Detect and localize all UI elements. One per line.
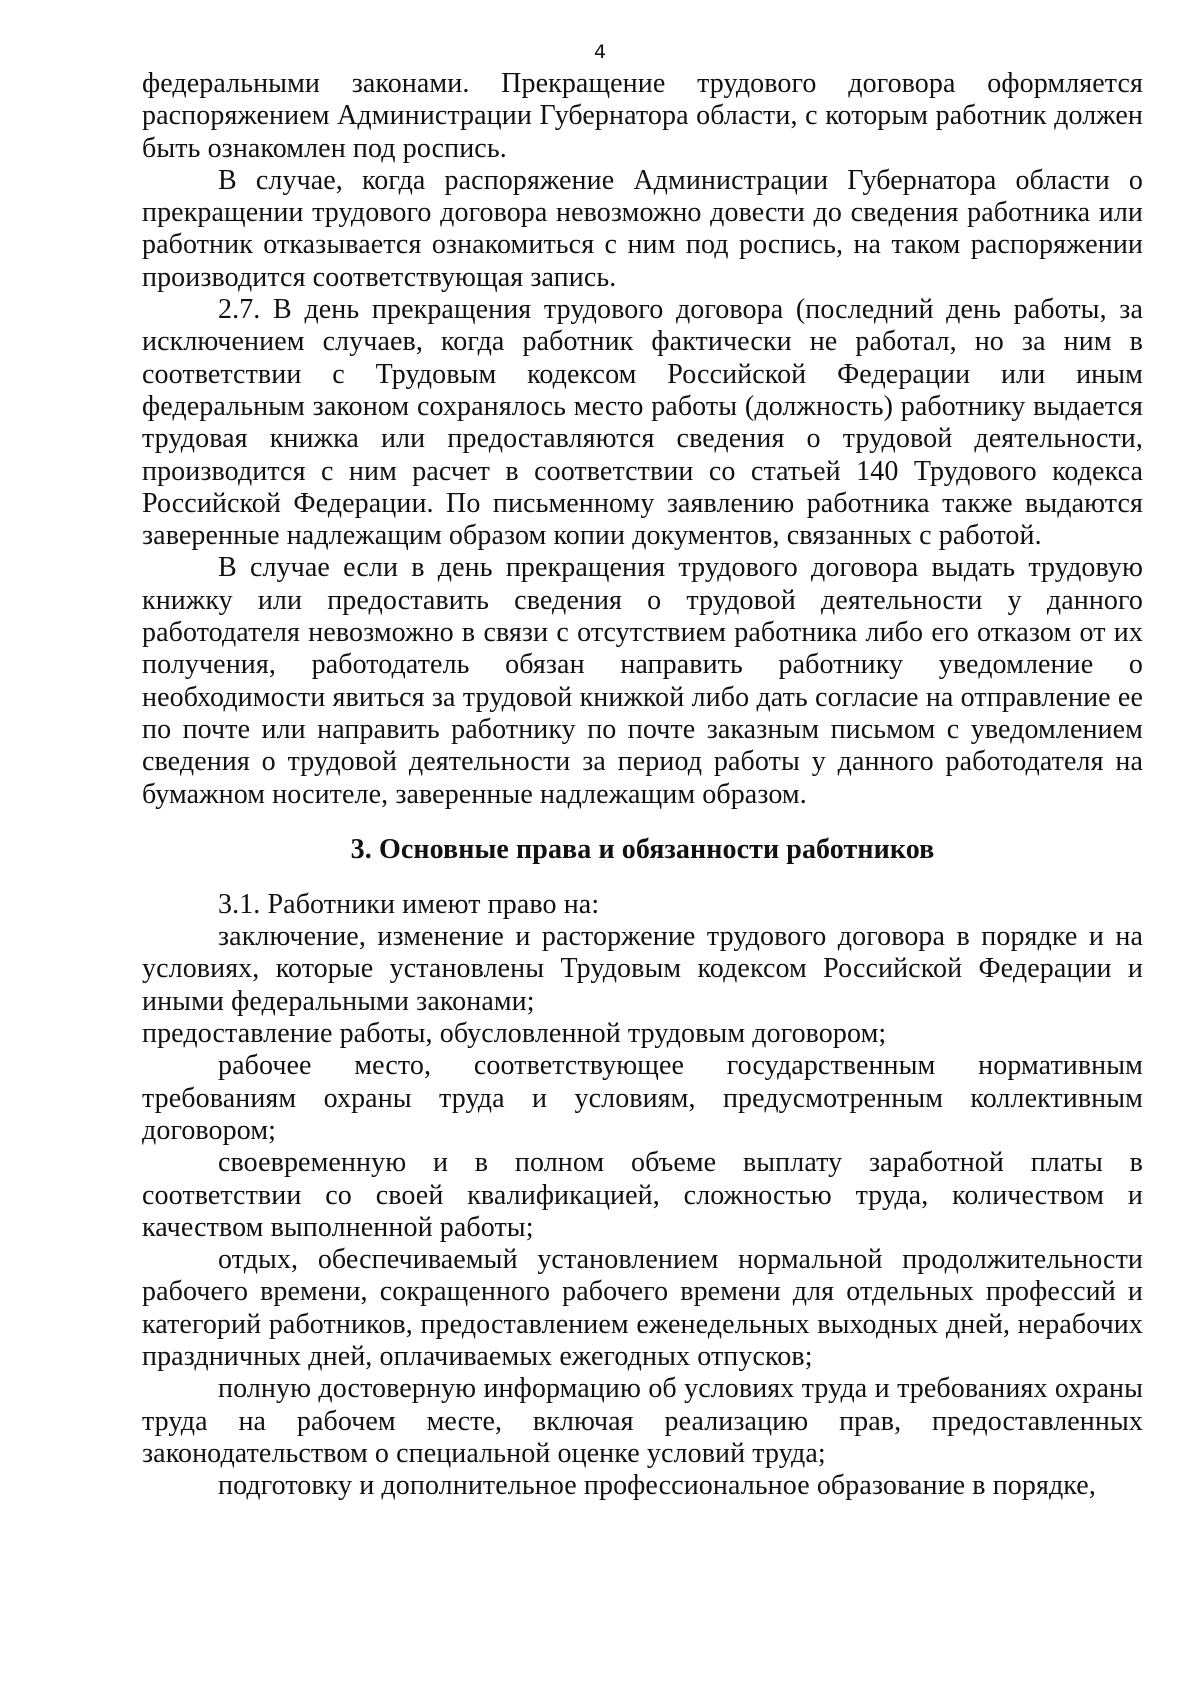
document-body: [142, 68, 1143, 1502]
right-item-workplace: рабочее место, соответствующее государственным нормативным требованиям охраны труда и условиям, предусмотренным коллективным договором;: [142, 1050, 1143, 1146]
right-item-contract: заключение, изменение и расторжение трудового договора в порядке и на условиях, которые установлены Трудовым кодексом Российской Федерации и иными федеральными законами;: [142, 921, 1143, 1017]
right-item-information: полную достоверную информацию об условиях труда и требованиях охраны труда на рабочем месте, включая реализацию прав, предоставленных законодательством о специальной оценке условий труда;: [142, 1373, 1143, 1469]
page-number: 4: [593, 41, 607, 63]
paragraph-refusal-notice: В случае, когда распоряжение Администрации Губернатора области о прекращении трудового договора невозможно довести до сведения работника или работник отказывается ознакомиться с ним под роспись, на таком распоряжении производится соответствующая запись.: [142, 164, 1143, 293]
paragraph-2-7: 2.7. В день прекращения трудового договора (последний день работы, за исключением случаев, когда работник фактически не работал, но за ним в соответствии с Трудовым кодексом Российской Федерации или иным федеральным законом сохранялось место работы (должность) работнику выдается трудовая книжка или предоставляются сведения о трудовой деятельности, производится с ним расчет в соответствии со статьей 140 Трудового кодекса Российской Федерации. По письменному заявлению работника также выдаются заверенные надлежащим образом копии документов, связанных с работой.: [142, 294, 1143, 552]
paragraph-3-1: 3.1. Работники имеют право на:: [218, 888, 600, 920]
right-item-salary: своевременную и в полном объеме выплату заработной платы в соответствии со своей квалификацией, сложностью труда, количеством и качеством выполненной работы;: [142, 1147, 1143, 1243]
paragraph-continuation: федеральными законами. Прекращение трудового договора оформляется распоряжением Администрации Губернатора области, с которым работник должен быть ознакомлен под роспись.: [142, 68, 1143, 164]
paragraph-work-book-absence: В случае если в день прекращения трудового договора выдать трудовую книжку или предоставить сведения о трудовой деятельности у данного работодателя невозможно в связи с отсутствием работника либо его отказом от их получения, работодатель обязан направить работнику уведомление о необходимости явиться за трудовой книжкой либо дать согласие на отправление ее по почте или направить работнику по почте заказным письмом с уведомлением сведения о трудовой деятельности за период работы у данного работодателя на бумажном носителе, заверенные надлежащим образом.: [142, 552, 1143, 810]
right-item-training: подготовку и дополнительное профессиональное образование в порядке,: [218, 1470, 1096, 1502]
right-item-work: предоставление работы, обусловленной трудовым договором;: [142, 1018, 887, 1050]
section-heading: 3. Основные права и обязанности работников: [350, 833, 935, 865]
right-item-rest: отдых, обеспечиваемый установлением нормальной продолжительности рабочего времени, сокращенного рабочего времени для отдельных профессий и категорий работников, предоставлением еженедельных выходных дней, нерабочих праздничных дней, оплачиваемых ежегодных отпусков;: [142, 1244, 1143, 1372]
